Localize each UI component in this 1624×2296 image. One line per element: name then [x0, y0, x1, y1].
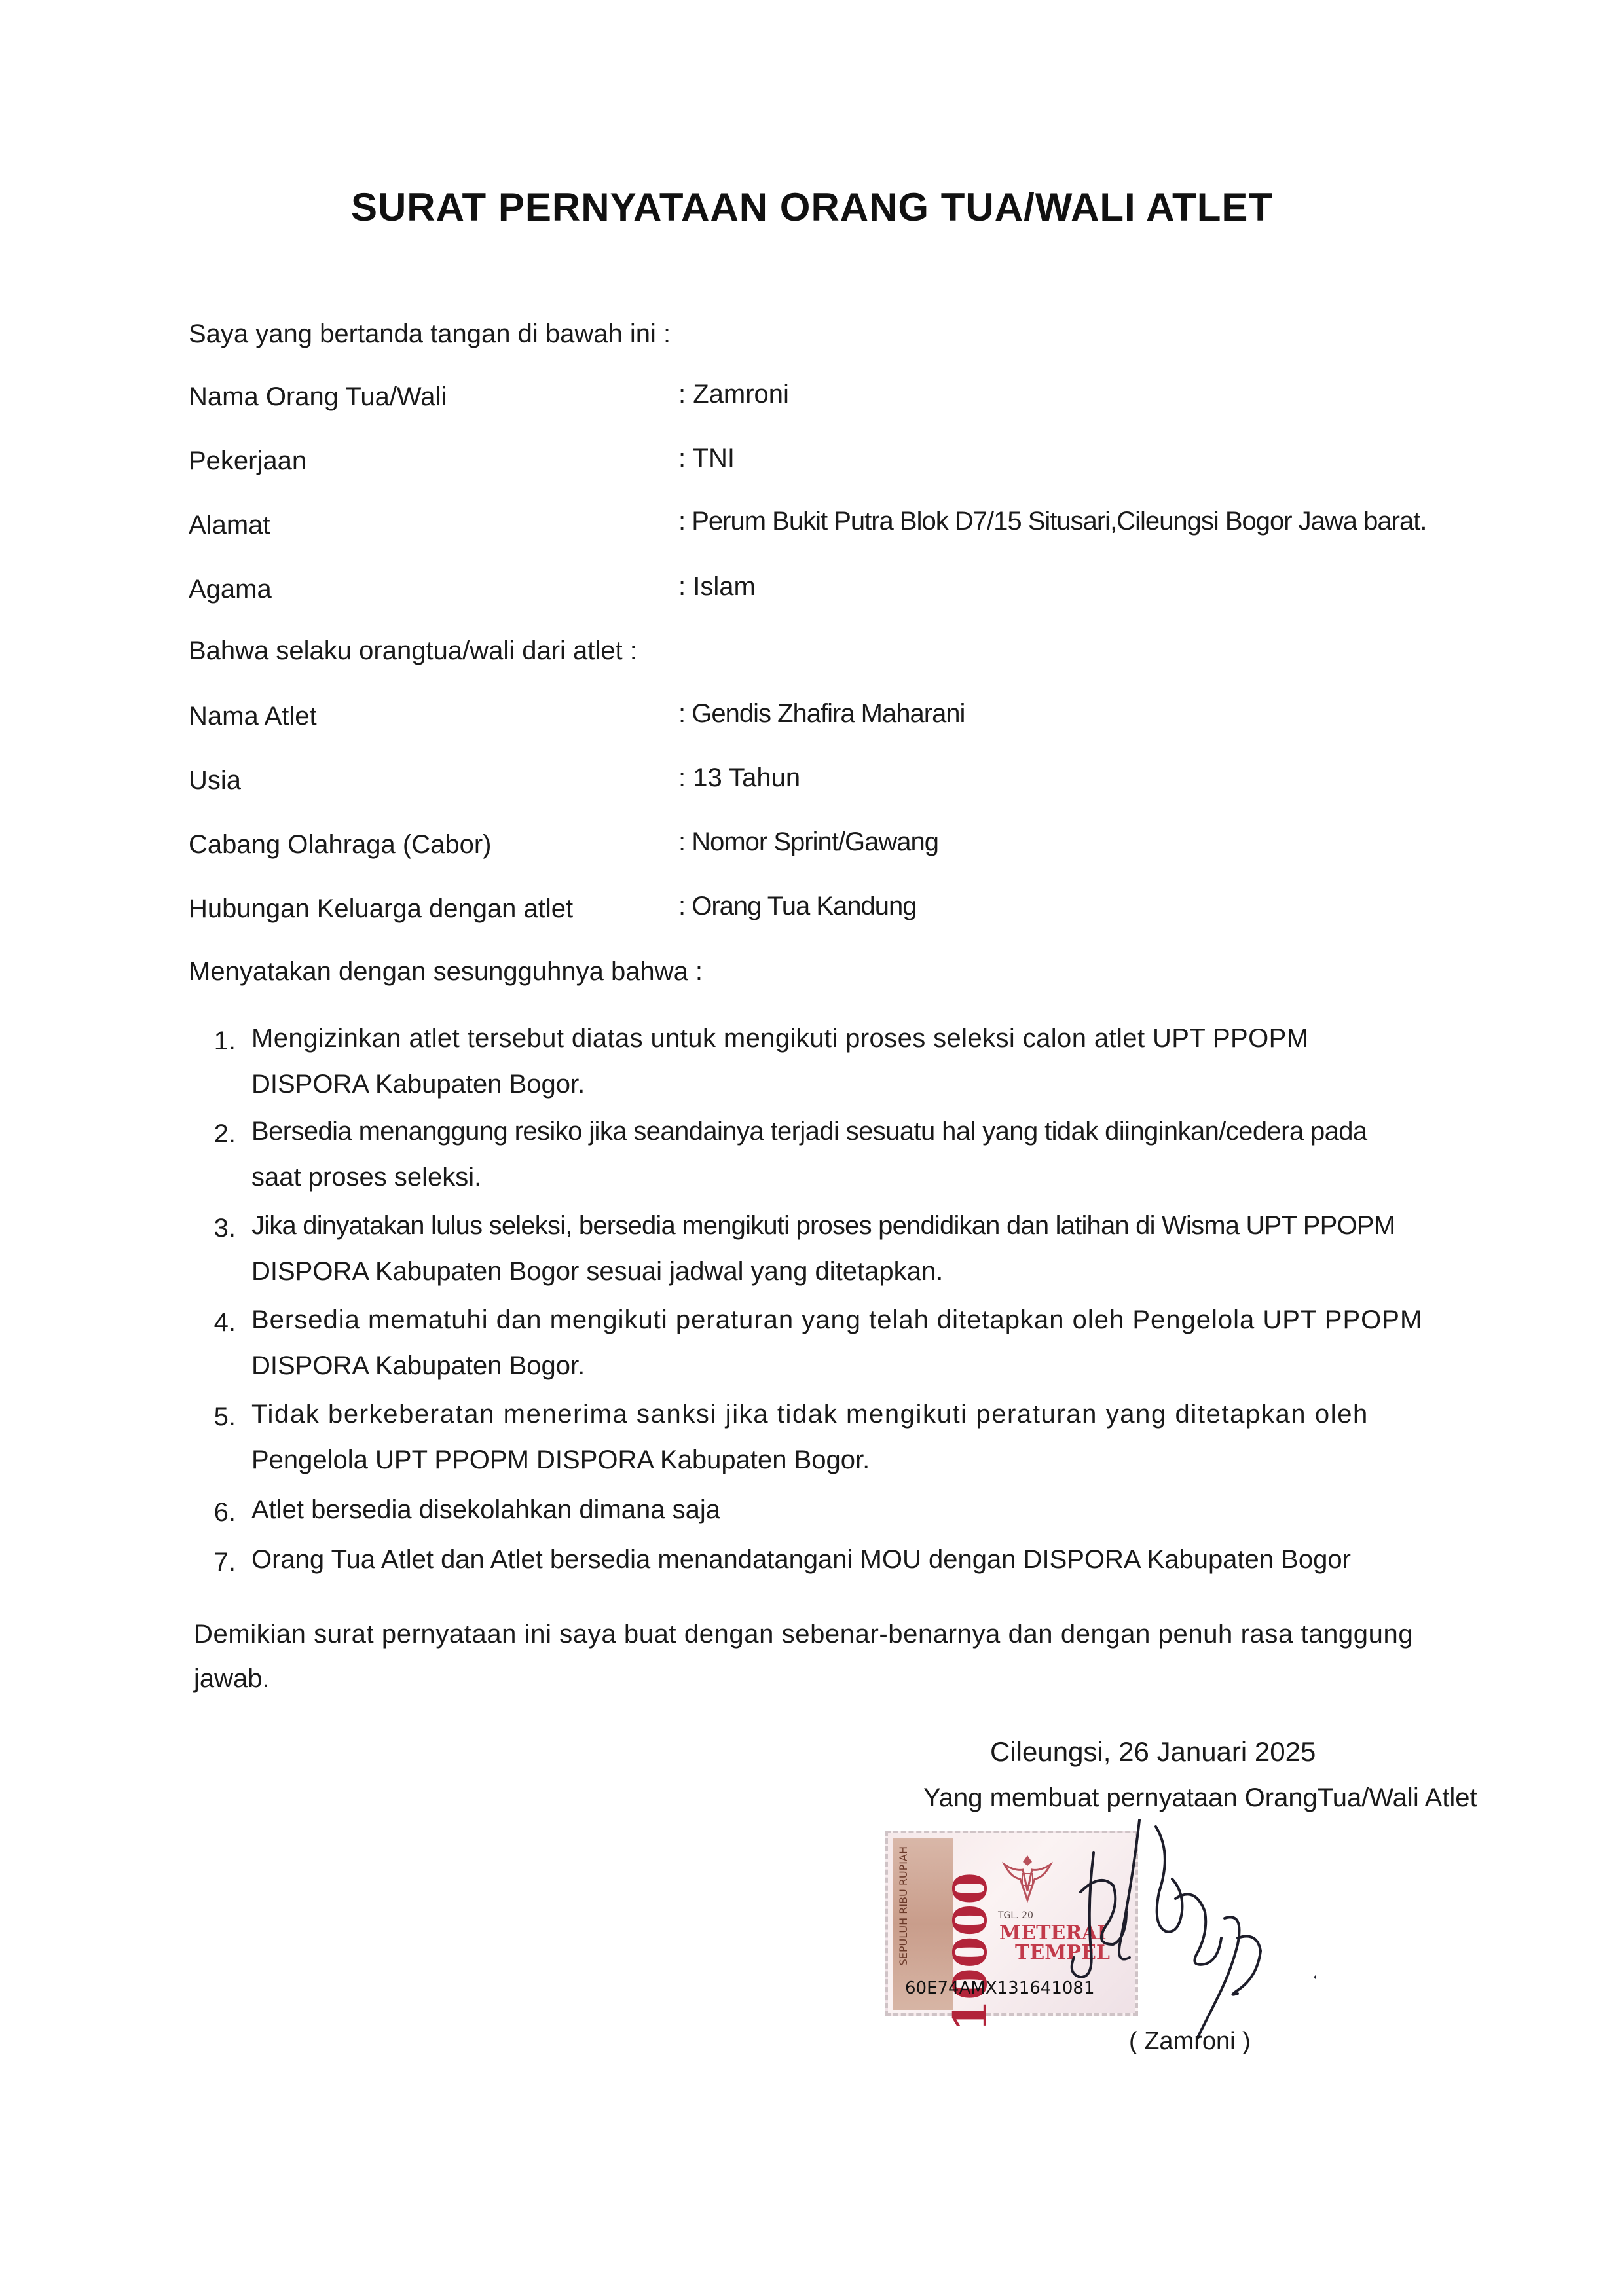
statement-intro-text: Menyatakan dengan sesungguhnya bahwa : — [189, 957, 703, 986]
list-item-line: Atlet bersedia disekolahkan dimana saja — [251, 1495, 720, 1524]
list-item-line: Jika dinyatakan lulus seleksi, bersedia mengikuti proses pendidikan dan latihan di Wisma UPT PPOPM — [251, 1211, 1395, 1240]
list-item-line: saat proses seleksi. — [251, 1163, 482, 1192]
field-label-parent-name: Nama Orang Tua/Wali — [189, 382, 447, 411]
signer-role: Yang membuat pernyataan OrangTua/Wali Atlet — [923, 1783, 1477, 1812]
list-item-number: 3. — [213, 1214, 236, 1243]
field-value-sport: : Nomor Sprint/Gawang — [678, 828, 938, 856]
list-item-number: 4. — [213, 1308, 236, 1337]
stamp-side-text: SEPULUH RIBU RUPIAH — [897, 1846, 910, 1966]
list-item-line: Bersedia menanggung resiko jika seandainya terjadi sesuatu hal yang tidak diinginkan/cedera pada — [251, 1117, 1367, 1146]
signer-name: ( Zamroni ) — [1129, 2028, 1251, 2055]
list-item-line: Pengelola UPT PPOPM DISPORA Kabupaten Bogor. — [251, 1446, 870, 1474]
list-item-number: 6. — [213, 1498, 236, 1527]
list-item-line: Mengizinkan atlet tersebut diatas untuk mengikuti proses seleksi calon atlet UPT PPOPM — [251, 1024, 1309, 1053]
place-date: Cileungsi, 26 Januari 2025 — [990, 1736, 1316, 1767]
list-item-number: 7. — [213, 1548, 236, 1576]
list-item-line: Tidak berkeberatan menerima sanksi jika tidak mengikuti peraturan yang ditetapkan oleh — [251, 1400, 1369, 1429]
handwritten-signature — [1041, 1813, 1316, 2049]
closing-text-line: jawab. — [194, 1664, 270, 1693]
stamp-word-1: METERAI — [999, 1922, 1107, 1944]
list-item-line: DISPORA Kabupaten Bogor. — [251, 1070, 585, 1099]
list-item-line: DISPORA Kabupaten Bogor. — [251, 1351, 585, 1380]
document-title: SURAT PERNYATAAN ORANG TUA/WALI ATLET — [350, 185, 1274, 229]
field-value-age: : 13 Tahun — [678, 763, 801, 792]
field-label-athlete-name: Nama Atlet — [189, 702, 317, 731]
athlete-intro-text: Bahwa selaku orangtua/wali dari atlet : — [189, 636, 637, 665]
field-label-age: Usia — [189, 766, 242, 795]
stamp-date-label: TGL. 20 — [998, 1910, 1033, 1921]
list-item-number: 5. — [213, 1402, 236, 1431]
intro-text: Saya yang bertanda tangan di bawah ini : — [189, 319, 671, 348]
list-item-line: DISPORA Kabupaten Bogor sesuai jadwal yang ditetapkan. — [251, 1257, 944, 1286]
field-value-occupation: : TNI — [678, 444, 735, 473]
field-label-address: Alamat — [189, 511, 270, 539]
field-label-religion: Agama — [189, 575, 272, 604]
stamp-serial: 60E74AMX131641081 — [905, 1978, 1095, 1998]
list-item-number: 1. — [213, 1027, 236, 1055]
list-item-line: Bersedia mematuhi dan mengikuti peraturan yang telah ditetapkan oleh Pengelola UPT PPOPM — [251, 1305, 1423, 1334]
list-item-line: Orang Tua Atlet dan Atlet bersedia menandatangani MOU dengan DISPORA Kabupaten Bogor — [251, 1545, 1351, 1574]
field-label-occupation: Pekerjaan — [189, 446, 307, 475]
field-value-athlete-name: : Gendis Zhafira Maharani — [678, 699, 965, 728]
stamp-value: 10000 — [943, 1872, 997, 2032]
list-item-number: 2. — [213, 1120, 236, 1148]
field-value-religion: : Islam — [678, 572, 756, 601]
closing-text-line: Demikian surat pernyataan ini saya buat dengan sebenar-benarnya dan dengan penuh rasa tanggung — [194, 1620, 1414, 1649]
field-value-relationship: : Orang Tua Kandung — [678, 892, 917, 920]
field-value-parent-name: : Zamroni — [678, 380, 789, 409]
field-label-sport: Cabang Olahraga (Cabor) — [189, 830, 492, 859]
field-value-address: : Perum Bukit Putra Blok D7/15 Situsari,Cileungsi Bogor Jawa barat. — [678, 507, 1427, 536]
stamp-word-2: TEMPEL — [1015, 1941, 1110, 1964]
field-label-relationship: Hubungan Keluarga dengan atlet — [189, 894, 574, 923]
